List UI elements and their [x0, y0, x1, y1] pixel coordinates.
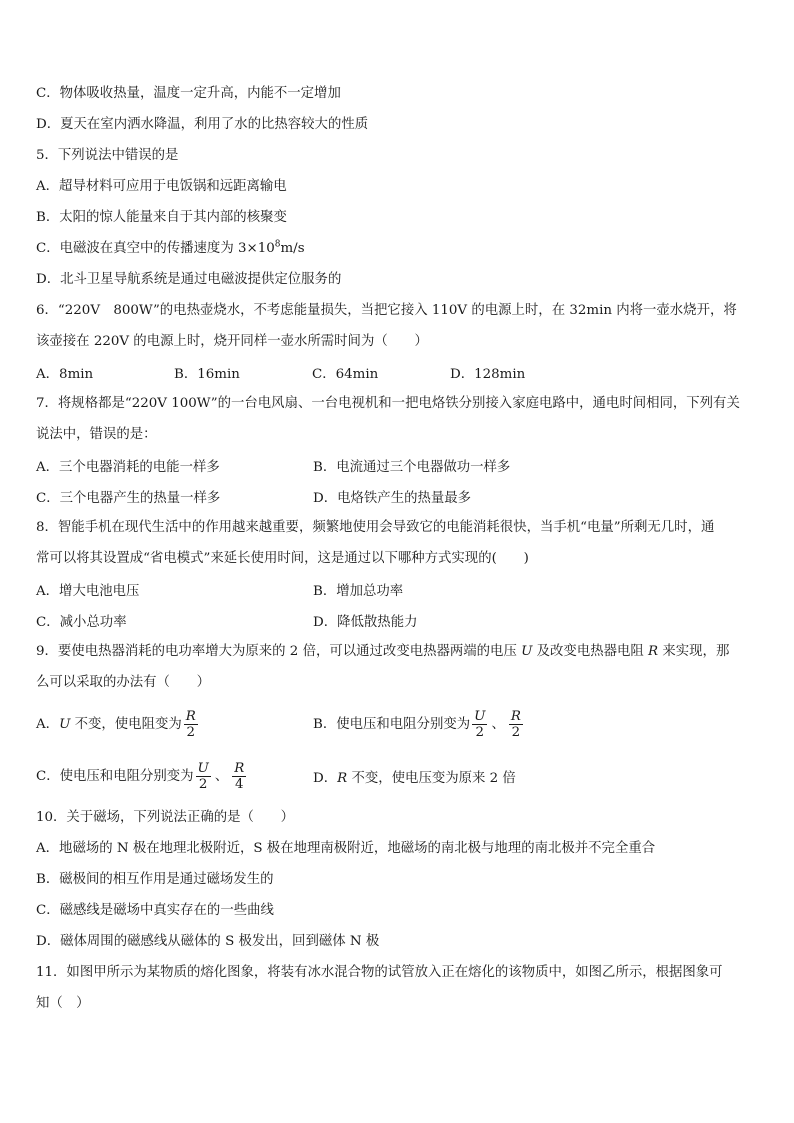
q10-stem: 10．关于磁场，下列说法正确的是（ ）	[36, 810, 295, 825]
q4-option-d: D．夏天在室内洒水降温，利用了水的比热容较大的性质	[36, 117, 369, 132]
q7-options-row1	[36, 450, 760, 481]
q9a-label: A．	[36, 716, 60, 732]
q6-stem-line2: 该壶接在 220V 的电源上时，烧开同样一壶水所需时间为（ ）	[36, 334, 428, 349]
q9b-numerator-1: U	[474, 708, 486, 724]
q6-option-b: B．16min	[174, 367, 240, 382]
q9-var-r: R	[648, 644, 659, 659]
q9d-var-r: R	[337, 770, 348, 786]
q4-option-c: C．物体吸收热量，温度一定升高，内能不一定增加	[36, 86, 341, 101]
q9-option-d	[313, 767, 590, 786]
q7-options-row2	[36, 481, 760, 512]
q9c-denominator-1: 2	[198, 776, 208, 792]
q5-option-a: A．超导材料可应用于电饭锅和远距离输电	[36, 179, 287, 194]
q5-option-b: B．太阳的惊人能量来自于其内部的核聚变	[36, 210, 287, 225]
q9b-denominator-2: 2	[511, 724, 521, 740]
q9c-separator: 、	[214, 768, 229, 784]
q8-option-c: C．减小总功率	[36, 615, 127, 630]
q8-stem-line1: 8．智能手机在现代生活中的作用越来越重要，频繁地使用会导致它的电能消耗很快，当手机“电量”所剩无几时，通	[36, 520, 715, 535]
q11-stem-line2: 知（ ）	[36, 996, 90, 1011]
q7-stem-line2: 说法中，错误的是：	[36, 427, 157, 442]
q9-stem-line2: 么可以采取的办法有（ ）	[36, 675, 211, 690]
q9-stem-text1: 9．要使电热器消耗的电功率增大为原来的 2 倍，可以通过改变电热器两端的电压	[36, 644, 522, 659]
q9-option-b	[313, 709, 590, 740]
q8-options-row1	[36, 574, 760, 605]
q7-option-c: C．三个电器产生的热量一样多	[36, 491, 221, 506]
q9c-fraction-2	[232, 761, 246, 792]
q6-option-a: A．8min	[36, 367, 94, 382]
q10-option-b: B．磁极间的相互作用是通过磁场发生的	[36, 872, 274, 887]
q6-option-d: D．128min	[450, 367, 526, 382]
q9c-denominator-2: 4	[235, 776, 244, 792]
q9a-fraction	[184, 709, 198, 740]
q9b-fraction-2	[509, 709, 523, 740]
q5-option-c	[36, 233, 760, 264]
q7-stem-line1: 7．将规格都是“220V 100W”的一台电风扇、一台电视机和一把电烙铁分别接入家庭电路中，通电时间相同，下列有关	[36, 396, 740, 411]
q5-stem: 5．下列说法中错误的是	[36, 148, 179, 163]
q9-option-c	[36, 761, 313, 792]
q9d-text: 不变，使电压变为原来 2 倍	[347, 770, 516, 786]
q5c-unit: m/s	[280, 241, 305, 256]
q9c-numerator-1: U	[197, 760, 209, 776]
q9a-text: 不变，使电阻变为	[70, 716, 182, 732]
q6-stem-line1: 6．“220V 800W”的电热壶烧水，不考虑能量损失，当把它接入 110V 的电源上时，在 32min 内将一壶水烧开，将	[36, 303, 737, 318]
q6-option-c: C．64min	[312, 367, 379, 382]
q9a-var-u: U	[59, 716, 71, 732]
q5-option-d: D．北斗卫星导航系统是通过电磁波提供定位服务的	[36, 272, 342, 287]
q8-option-d: D．降低散热能力	[313, 615, 418, 630]
q7-option-a: A．三个电器消耗的电能一样多	[36, 460, 220, 475]
q9b-text: B．使电压和电阻分别变为	[313, 716, 471, 732]
q6-options	[36, 357, 760, 388]
q9-option-a	[36, 709, 313, 740]
q9d-label: D．	[313, 770, 338, 786]
q9-var-u: U	[521, 644, 533, 659]
q9-stem-text3: 来实现，那	[658, 644, 730, 659]
q10-option-c: C．磁感线是磁场中真实存在的一些曲线	[36, 903, 274, 918]
q8-option-a: A．增大电池电压	[36, 584, 140, 599]
q8-option-b: B．增加总功率	[313, 584, 404, 599]
q9a-denominator: 2	[186, 724, 196, 740]
exam-page	[36, 78, 760, 1019]
q9a-numerator: R	[185, 708, 196, 724]
q9-stem-line1	[36, 636, 760, 667]
q9c-text: C．使电压和电阻分别变为	[36, 768, 194, 784]
q9c-fraction-1	[196, 761, 211, 792]
q9b-separator: 、	[491, 716, 505, 732]
q9-options-row2	[36, 750, 760, 802]
q9b-numerator-2: R	[510, 708, 521, 724]
q9c-numerator-2: R	[234, 760, 245, 776]
q7-option-d: D．电烙铁产生的热量最多	[313, 491, 472, 506]
q8-stem-line2: 常可以将其设置成“省电模式”来延长使用时间，这是通过以下哪种方式实现的( )	[36, 551, 529, 566]
q7-option-b: B．电流通过三个电器做功一样多	[313, 460, 511, 475]
q10-option-d: D．磁体周围的磁感线从磁体的 S 极发出，回到磁体 N 极	[36, 934, 380, 949]
q9-options-row1	[36, 698, 760, 750]
q9-stem-text2: 及改变电热器电阻	[532, 644, 649, 659]
q5c-exponent: 8	[274, 239, 281, 250]
q5c-text: C．电磁波在真空中的传播速度为 3×10	[36, 241, 275, 256]
q9b-denominator-1: 2	[475, 724, 485, 740]
q11-stem-line1: 11．如图甲所示为某物质的熔化图象，将装有冰水混合物的试管放入正在熔化的该物质中，如图乙所示，根据图象可	[36, 965, 723, 980]
q10-option-a: A．地磁场的 N 极在地理北极附近，S 极在地理南极附近，地磁场的南北极与地理的南北极并不完全重合	[36, 841, 656, 856]
q9b-fraction-1	[472, 709, 487, 740]
q8-options-row2	[36, 605, 760, 636]
